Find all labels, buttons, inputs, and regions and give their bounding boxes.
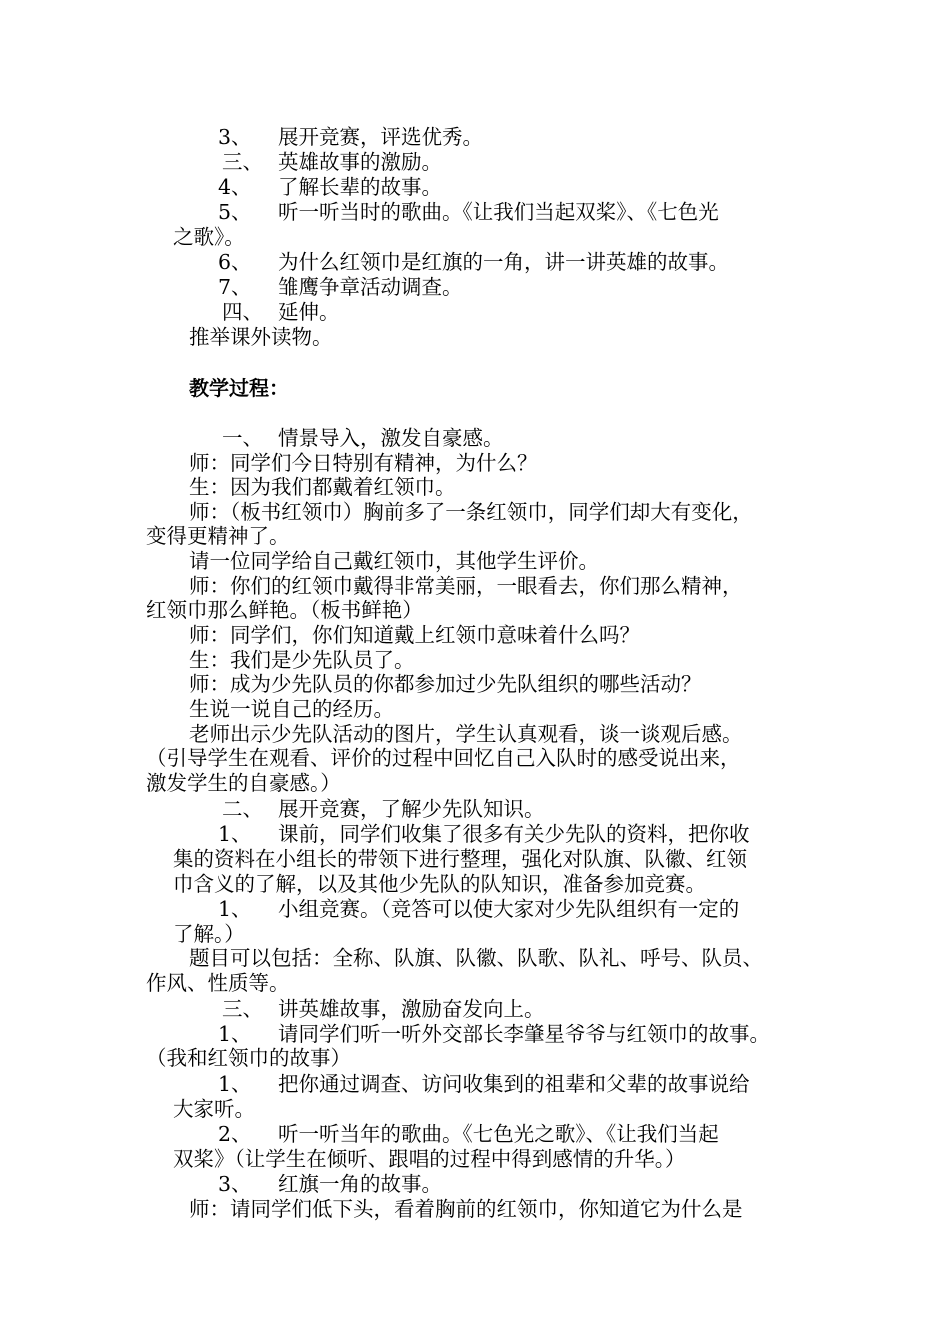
text-line: 大家听。	[173, 1097, 255, 1121]
list-item	[218, 1022, 770, 1046]
list-item	[218, 1072, 750, 1096]
text-line: 师：（板书红领巾）胸前多了一条红领巾，同学们却大有变化，	[189, 500, 753, 524]
item-number: 3、	[218, 1172, 252, 1196]
item-number: 2、	[218, 1122, 252, 1146]
item-text: 听一听当时的歌曲。《让我们当起双桨》、《七色光	[278, 200, 719, 224]
item-text: 听一听当年的歌曲。《七色光之歌》、《让我们当起	[278, 1122, 719, 1146]
item-number: 4、	[218, 175, 252, 199]
list-item	[218, 1172, 442, 1196]
text-line: 了解。）	[173, 922, 245, 946]
list-item	[218, 250, 729, 274]
item-text: 展开竞赛，评选优秀。	[278, 125, 483, 149]
text-line: 师：成为少先队员的你都参加过少先队组织的哪些活动？	[189, 672, 702, 696]
item-text: 课前，同学们收集了很多有关少先队的资料，把你收	[278, 822, 750, 846]
text-line: 生：因为我们都戴着红领巾。	[189, 475, 456, 499]
text-line: 激发学生的自豪感。）	[146, 771, 341, 795]
item-text: 情景导入，激发自豪感。	[278, 426, 504, 450]
text-line: （我和红领巾的故事）	[146, 1046, 351, 1070]
section-heading: 教学过程：	[189, 376, 289, 400]
item-number: 1、	[218, 897, 252, 921]
text-line: 生说一说自己的经历。	[189, 697, 394, 721]
item-text: 为什么红领巾是红旗的一角，讲一讲英雄的故事。	[278, 250, 729, 274]
list-item	[218, 275, 463, 299]
item-number: 1、	[218, 1022, 252, 1046]
item-text: 雏鹰争章活动调查。	[278, 275, 463, 299]
text-line: 师：请同学们低下头，看着胸前的红领巾，你知道它为什么是	[189, 1197, 743, 1221]
item-number: 三、	[222, 997, 263, 1021]
item-text: 英雄故事的激励。	[278, 150, 442, 174]
item-text: 讲英雄故事，激励奋发向上。	[278, 997, 545, 1021]
item-number: 四、	[222, 300, 263, 324]
text-line: 双桨》（让学生在倾听、跟唱的过程中得到感情的升华。）	[173, 1147, 686, 1171]
item-number: 三、	[222, 150, 263, 174]
section-item	[222, 426, 504, 450]
list-item	[218, 175, 442, 199]
section-item	[222, 150, 442, 174]
text-line: 作风、性质等。	[146, 971, 290, 995]
text-line: 之歌》。	[173, 225, 245, 249]
item-text: 把你通过调查、访问收集到的祖辈和父辈的故事说给	[278, 1072, 750, 1096]
text-line: 变得更精神了。	[146, 524, 290, 548]
text-line: 师：同学们，你们知道戴上红领巾意味着什么吗？	[189, 623, 640, 647]
section-item	[222, 300, 340, 324]
text-line: 巾含义的了解，以及其他少先队的队知识，准备参加竞赛。	[173, 872, 706, 896]
text-line: 师：你们的红领巾戴得非常美丽，一眼看去，你们那么精神，	[189, 574, 743, 598]
text-line: （引导学生在观看、评价的过程中回忆自己入队时的感受说出来，	[146, 746, 741, 770]
item-text: 请同学们听一听外交部长李肇星爷爷与红领巾的故事。	[278, 1022, 770, 1046]
list-item	[218, 200, 719, 224]
item-text: 延伸。	[278, 300, 340, 324]
list-item	[218, 1122, 719, 1146]
text-line: 推举课外读物。	[189, 325, 333, 349]
section-item	[222, 797, 545, 821]
text-line: 题目可以包括：全称、队旗、队徽、队歌、队礼、呼号、队员、	[189, 946, 763, 970]
text-line: 集的资料在小组长的带领下进行整理，强化对队旗、队徽、红领	[173, 847, 747, 871]
item-number: 1、	[218, 822, 252, 846]
text-line: 师：同学们今日特别有精神，为什么？	[189, 451, 538, 475]
item-number: 6、	[218, 250, 252, 274]
item-text: 了解长辈的故事。	[278, 175, 442, 199]
text-line: 请一位同学给自己戴红领巾，其他学生评价。	[189, 549, 599, 573]
item-text: 展开竞赛，了解少先队知识。	[278, 797, 545, 821]
item-text: 小组竞赛。（竞答可以使大家对少先队组织有一定的	[278, 897, 740, 921]
item-number: 一、	[222, 426, 263, 450]
item-text: 红旗一角的故事。	[278, 1172, 442, 1196]
item-number: 7、	[218, 275, 252, 299]
section-item	[222, 997, 545, 1021]
item-number: 5、	[218, 200, 252, 224]
list-item	[218, 897, 740, 921]
item-number: 1、	[218, 1072, 252, 1096]
text-line: 生：我们是少先队员了。	[189, 648, 415, 672]
item-number: 3、	[218, 125, 252, 149]
list-item	[218, 125, 483, 149]
text-line: 老师出示少先队活动的图片，学生认真观看，谈一谈观后感。	[189, 722, 743, 746]
text-line: 红领巾那么鲜艳。（板书鲜艳）	[146, 598, 423, 622]
list-item	[218, 822, 750, 846]
item-number: 二、	[222, 797, 263, 821]
